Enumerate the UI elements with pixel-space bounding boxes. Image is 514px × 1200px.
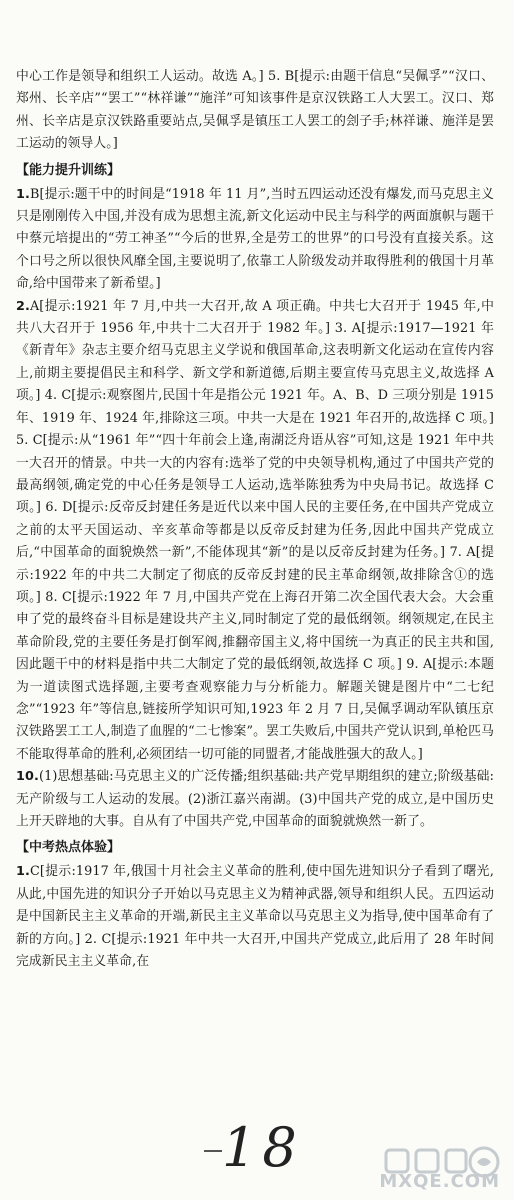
section-title-ability: 【能力提升训练】: [16, 162, 121, 178]
item-number: 1.: [16, 186, 30, 202]
intro-paragraph: 中心工作是领导和组织工人运动。故选 A。] 5. B[提示:由题干信息“吴佩孚”“汉口、郑州、长辛店”“罢工”“林祥谦”“施洋”可知该事件是京汉铁路工人大罢工。汉口、郑州、长辛店是京汉铁路重要站点,吴佩孚是镇压工人罢工的刽子手;林祥谦、施洋是罢工运动的领导人。]: [16, 69, 494, 152]
answer-item: [16, 861, 494, 973]
item-text: (1)思想基础:马克思主义的广泛传播;组织基础:共产党早期组织的建立;阶级基础:无产阶级与工人运动的发展。(2)浙江嘉兴南湖。(3)中国共产党的成立,是中国历史上开天辟地的大事。自从有了中国共产党,中国革命的面貌就焕然一新了。: [16, 769, 494, 829]
item-number: 2.: [16, 298, 30, 314]
section-title-exam: 【中考热点体验】: [16, 840, 121, 856]
item-number: 10.: [16, 769, 39, 785]
item-number: 1.: [16, 864, 30, 880]
answer-page: [16, 66, 494, 973]
answer-item: [16, 296, 494, 767]
page-number: 18: [222, 1116, 303, 1179]
watermark-text: MXQE.COM: [379, 1171, 500, 1192]
page-number-dash: [204, 1150, 222, 1152]
answer-item: [16, 184, 494, 296]
answer-item: [16, 766, 494, 833]
item-text: B[提示:题干中的时间是“1918 年 11 月”,当时五四运动还没有爆发,而马克思主义只是刚刚传入中国,并没有成为思想主流,新文化运动中民主与科学的两面旗帜与题干中蔡元培提出的“劳工神圣”“今后的世界,全是劳工的世界”的口号没有直接关系。这个口号之所以很快风靡全国,主要说明了,依靠工人阶级发动并取得胜利的俄国十月革命,给中国带来了新希望。]: [16, 186, 494, 292]
item-text: C[提示:1917 年,俄国十月社会主义革命的胜利,使中国先进知识分子看到了曙光,从此,中国先进的知识分子开始以马克思主义为精神武器,领导和组织人民。五四运动是中国新民主主义革命的开端,新民主主义革命以马克思主义为指导,使中国革命有了新的方向。] 2. C[提示:1921 年中共一大召开,中国共产党成立,此后用了 28 年时间完成新民主主义革命,在: [16, 864, 494, 970]
item-text: A[提示:1921 年 7 月,中共一大召开,故 A 项正确。中共七大召开于 1945 年,中共八大召开于 1956 年,中共十二大召开于 1982 年。] 3. A[提示:1917—1921 年《新青年》杂志主要介绍马克思主义学说和俄国革命,这表明新文化运动在宣传内容上,前期主要提倡民主和科学、新文学和新道德,后期主要宣传马克思主义,故选择 A 项。] 4. C[提示:观察图片,民国十年是指公元 1921 年。A、B、D 三项分别是 1915 年、1919 年、1924 年,排除这三项。中共一大是在 1921 年召开的,故选择 C 项。] 5. C[提示:从“1961 年”“四十年前会上逢,南湖泛舟语从容”可知,这是 1921 年中共一大召开的情景。中共一大的内容有:选举了党的中央领导机构,通过了中国共产党的最高纲领,确定党的中心任务是领导工人运动,选举陈独秀为中央局书记。故选择 C 项。] 6. D[提示:反帝反封建任务是近代以来中国人民的主要任务,在中国共产党成立之前的太平天国运动、辛亥革命等都是以反帝反封建为任务,因此中国共产党成立后,“中国革命的面貌焕然一新”,不能体现其“新”的是以反帝反封建为任务。] 7. A[提示:1922 年的中共二大制定了彻底的反帝反封建的民主革命纲领,故排除含①的选项。] 8. C[提示:1922 年 7 月,中国共产党在上海召开第二次全国代表大会。大会重申了党的最终奋斗目标是建设共产主义,同时制定了党的最低纲领。纲领规定,在民主革命阶段,党的主要任务是打倒军阀,推翻帝国主义,将中国统一为真正的民主共和国,因此题干中的材料是指中共二大制定了党的最低纲领,故选择 C 项。] 9. A[提示:本题为一道读图式选择题,主要考查观察能力与分析能力。解题关键是图片中“二七纪念”“1923 年”等信息,链接所学知识可知,1923 年 2 月 7 日,吴佩孚调动军队镇压京汉铁路罢工工人,制造了血腥的“二七惨案”。罢工失败后,中国共产党认识到,单枪匹马不能取得革命的胜利,必须团结一切可能的同盟者,才能战胜强大的敌人。]: [16, 298, 494, 762]
watermark-logo: [376, 1140, 506, 1196]
